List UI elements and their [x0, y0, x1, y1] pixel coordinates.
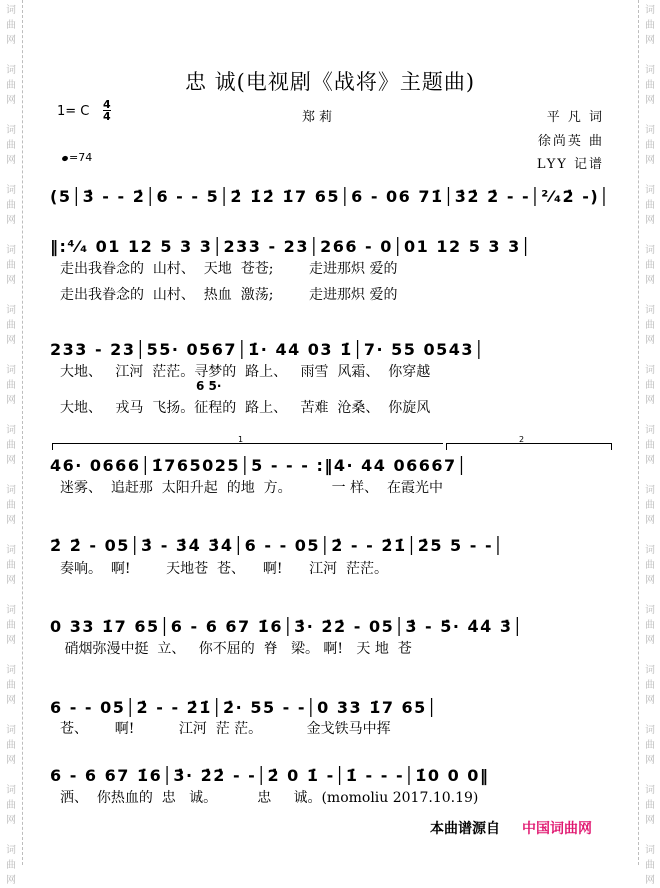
watermark-group: 词 曲 网	[645, 5, 655, 46]
lyricist-credit: 平 凡 词	[546, 110, 604, 125]
watermark-group: 词 曲 网	[6, 845, 16, 886]
notation-row: 0 33 1̇7 65│6 - 6 67 1̇6│3̇· 2̇2̇ - 05│3̇ - 5̇· 4̇4̇ 3̇│	[50, 617, 524, 636]
composer-credit: 徐尚英 曲	[537, 134, 604, 149]
singer: 郑 莉	[302, 110, 333, 125]
watermark-group: 词 曲 网	[6, 305, 16, 346]
lyric-line: 硝烟弥漫中挺 立、 你不屈的 脊 梁。 啊! 天 地 苍	[60, 641, 412, 657]
source-attribution	[430, 818, 592, 838]
lyric-line: 奏响。 啊! 天地苍 苍、 啊! 江河 茫茫。	[60, 561, 389, 577]
watermark-group: 词 曲 网	[645, 365, 655, 406]
volta-label: 2	[519, 435, 525, 444]
time-signature-bottom: 4	[103, 110, 111, 123]
watermark-group: 词 曲 网	[6, 785, 16, 826]
watermark-column-left	[0, 0, 23, 886]
lyric-line: 大地、 戎马 飞扬。征程的 路上、 苦难 沧桑、 你旋风	[60, 400, 431, 416]
watermark-group: 词 曲 网	[6, 425, 16, 466]
song-title: 忠 诚(电视剧《战将》主题曲)	[184, 70, 476, 94]
watermark-group: 词 曲 网	[645, 425, 655, 466]
transcriber-credit: LYY 记谱	[536, 157, 604, 172]
lyric-line: 走出我眷念的 山村、 天地 苍苍; 走进那炽 爱的	[60, 261, 398, 277]
watermark-group: 词 曲 网	[645, 605, 655, 646]
alternate-notes: 6 5·	[196, 379, 222, 393]
source-site-link[interactable]: 中国词曲网	[522, 821, 592, 837]
watermark-group: 词 曲 网	[645, 245, 655, 286]
lyric-line: 苍、 啊! 江河 茫 茫。 金戈铁马中挥	[60, 721, 391, 737]
source-prefix: 本曲谱源自	[430, 821, 500, 837]
watermark-group: 词 曲 网	[645, 545, 655, 586]
volta-bracket-1	[52, 435, 443, 450]
notation-row: ‖:⁴⁄₄ 01 12 5 3 3│233 - 23│266 - 0│01 12 5 3 3│	[50, 237, 532, 256]
watermark-group: 词 曲 网	[6, 245, 16, 286]
watermark-group: 词 曲 网	[645, 785, 655, 826]
volta-bracket-2	[446, 435, 612, 450]
watermark-group: 词 曲 网	[6, 545, 16, 586]
quarter-note-icon	[61, 155, 68, 162]
watermark-group: 词 曲 网	[645, 185, 655, 226]
watermark-group: 词 曲 网	[645, 125, 655, 166]
watermark-group: 词 曲 网	[6, 365, 16, 406]
time-signature	[103, 99, 111, 122]
notation-row: 2̇ 2̇ - 05│3̇ - 3̇4̇ 3̇4̇│6 - - 05│2̇ - - 2̇1̇│2̇5 5 - -│	[50, 536, 505, 555]
watermark-group: 词 曲 网	[645, 65, 655, 106]
notation-row: 46· 0666│1̇765025│5 - - - :‖4· 44 06667│	[50, 456, 468, 475]
watermark-group: 词 曲 网	[645, 305, 655, 346]
lyric-line: 洒、 你热血的 忠 诚。 忠 诚。(momoliu 2017.10.19)	[60, 790, 479, 806]
lyric-line: 大地、 江河 茫茫。寻梦的 路上、 雨雪 风霜、 你穿越	[60, 364, 431, 380]
watermark-group: 词 曲 网	[645, 485, 655, 526]
notation-row: (5│3̇ - - 2̇│6 - - 5│2̇ 1̇2̇ 1̇7 65│6 - 06 71̇│3̇2̇ 2̇ - -│²⁄₄2̇ -)│	[50, 187, 611, 206]
watermark-group: 词 曲 网	[6, 605, 16, 646]
watermark-group: 词 曲 网	[6, 185, 16, 226]
watermark-column-right	[638, 0, 660, 886]
watermark-group: 词 曲 网	[645, 665, 655, 706]
watermark-group: 词 曲 网	[6, 125, 16, 166]
notation-row: 233 - 23│55· 0567│1̇· 44 03 1̇│7· 55 0543│	[50, 340, 486, 359]
tempo-value: =74	[69, 151, 93, 164]
key-signature: 1= C	[57, 104, 90, 119]
watermark-group: 词 曲 网	[6, 485, 16, 526]
watermark-group: 词 曲 网	[6, 665, 16, 706]
volta-label: 1	[238, 435, 244, 444]
watermark-group: 词 曲 网	[645, 725, 655, 766]
lyric-line: 迷雾、 追赶那 太阳升起 的地 方。 一 样、 在霞光中	[60, 480, 444, 496]
watermark-group: 词 曲 网	[6, 5, 16, 46]
watermark-group: 词 曲 网	[6, 65, 16, 106]
lyric-line: 走出我眷念的 山村、 热血 激荡; 走进那炽 爱的	[60, 287, 398, 303]
notation-row: 6 - 6 67 1̇6│3̇· 2̇2̇ - -│2̇ 0 1̇ -│1̇ - - -│1̇0 0 0‖	[50, 766, 490, 785]
watermark-group: 词 曲 网	[6, 725, 16, 766]
notation-row: 6 - - 05│2̇ - - 2̇1̇│2̇· 55 - -│0 33 1̇7 65│	[50, 698, 438, 717]
watermark-group: 词 曲 网	[645, 845, 655, 886]
tempo-marking	[62, 151, 92, 164]
time-signature-top: 4	[103, 98, 111, 111]
